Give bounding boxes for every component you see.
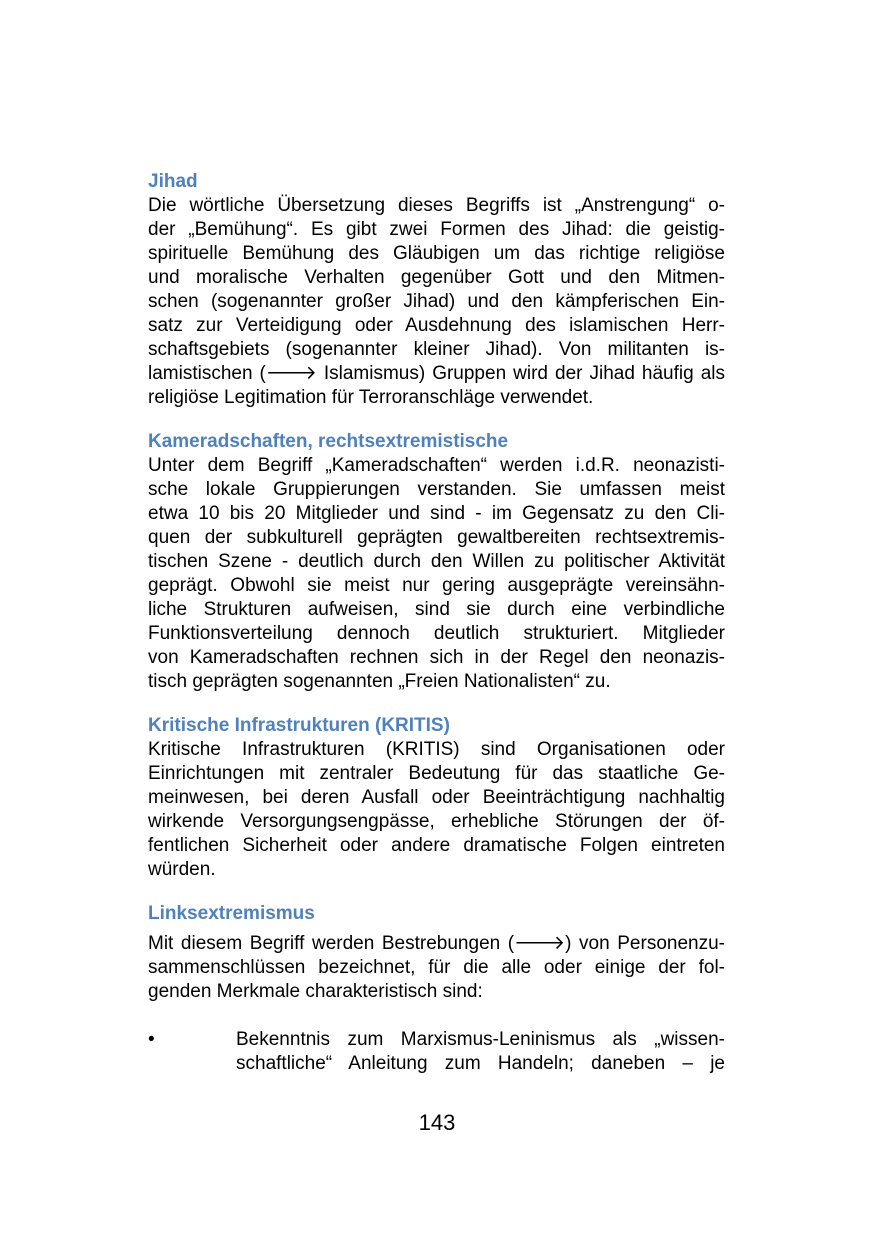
body-line: quen der subkulturell geprägten gewaltbereiten rechtsextremis- [148,527,725,548]
body-line: würden. [148,859,216,880]
body-line: liche Strukturen aufweisen, sind sie durch eine verbindliche [148,599,725,620]
bullet-marker: • [148,1029,155,1050]
body-line: Einrichtungen mit zentraler Bedeutung für das staatliche Ge- [148,763,725,784]
body-line: Kritische Infrastrukturen (KRITIS) sind Organisationen oder [148,739,725,760]
body-line: tisch geprägten sogenannten „Freien Nationalisten“ zu. [148,671,611,692]
entry-linksextremismus [148,902,725,1076]
page-content [148,170,725,1096]
entry-title: Jihad [148,171,198,192]
entry-title: Kameradschaften, rechtsextremistische [148,431,509,452]
body-line: satz zur Verteidigung oder Ausdehnung des islamischen Herr- [148,315,725,336]
body-line: spirituelle Bemühung des Gläubigen um das richtige religiöse [148,243,725,264]
entry-body [148,454,725,694]
body-line: schaftsgebiets (sogenannter kleiner Jihad). Von militanten is- [148,339,725,360]
entry-title: Kritische Infrastrukturen (KRITIS) [148,715,450,736]
body-line: tischen Szene - deutlich durch den Willen zu politischer Aktivität [148,551,725,572]
body-line: sche lokale Gruppierungen verstanden. Sie umfassen meist [148,479,725,500]
body-line: von Kameradschaften rechnen sich in der Regel den neonazis- [148,647,725,668]
body-line: Die wörtliche Übersetzung dieses Begriffs ist „Anstrengung“ o- [148,195,725,216]
body-line: sammenschlüssen bezeichnet, für die alle oder einige der fol- [148,957,725,978]
entry-body [148,194,725,410]
entry-kritis [148,714,725,882]
bullet-line: Bekenntnis zum Marxismus-Leninismus als „wissen- [236,1029,725,1050]
bullet-line: schaftliche“ Anleitung zum Handeln; daneben – je [236,1053,725,1074]
body-line: lamistischen (🡒 Islamismus) Gruppen wird der Jihad häufig als [148,363,725,384]
body-line: religiöse Legitimation für Terroranschläge verwendet. [148,387,594,408]
body-line: geprägt. Obwohl sie meist nur gering ausgeprägte vereinsähn- [148,575,725,596]
body-line: und moralische Verhalten gegenüber Gott und den Mitmen- [148,267,725,288]
body-line: genden Merkmale charakteristisch sind: [148,981,483,1002]
entry-kameradschaften [148,430,725,694]
entry-jihad [148,170,725,410]
body-line: wirkende Versorgungsengpässe, erhebliche Störungen der öf- [148,811,725,832]
body-line: schen (sogenannter großer Jihad) und den kämpferischen Ein- [148,291,725,312]
entry-body [148,932,725,1004]
body-line: fentlichen Sicherheit oder andere dramatische Folgen eintreten [148,835,725,856]
entry-body [148,738,725,882]
page-number: 143 [418,1110,456,1135]
body-line: Unter dem Begriff „Kameradschaften“ werden i.d.R. neonazisti- [148,455,725,476]
body-line: Funktionsverteilung dennoch deutlich strukturiert. Mitglieder [148,623,725,644]
body-line: meinwesen, bei deren Ausfall oder Beeinträchtigung nachhaltig [148,787,725,808]
bullet-text [236,1028,725,1076]
body-line: etwa 10 bis 20 Mitglieder und sind - im Gegensatz zu den Cli- [148,503,725,524]
body-line: Mit diesem Begriff werden Bestrebungen (🡒) von Personenzu- [148,933,725,954]
bullet-item [148,1028,725,1076]
entry-title: Linksextremismus [148,903,315,924]
body-line: der „Bemühung“. Es gibt zwei Formen des Jihad: die geistig- [148,219,725,240]
